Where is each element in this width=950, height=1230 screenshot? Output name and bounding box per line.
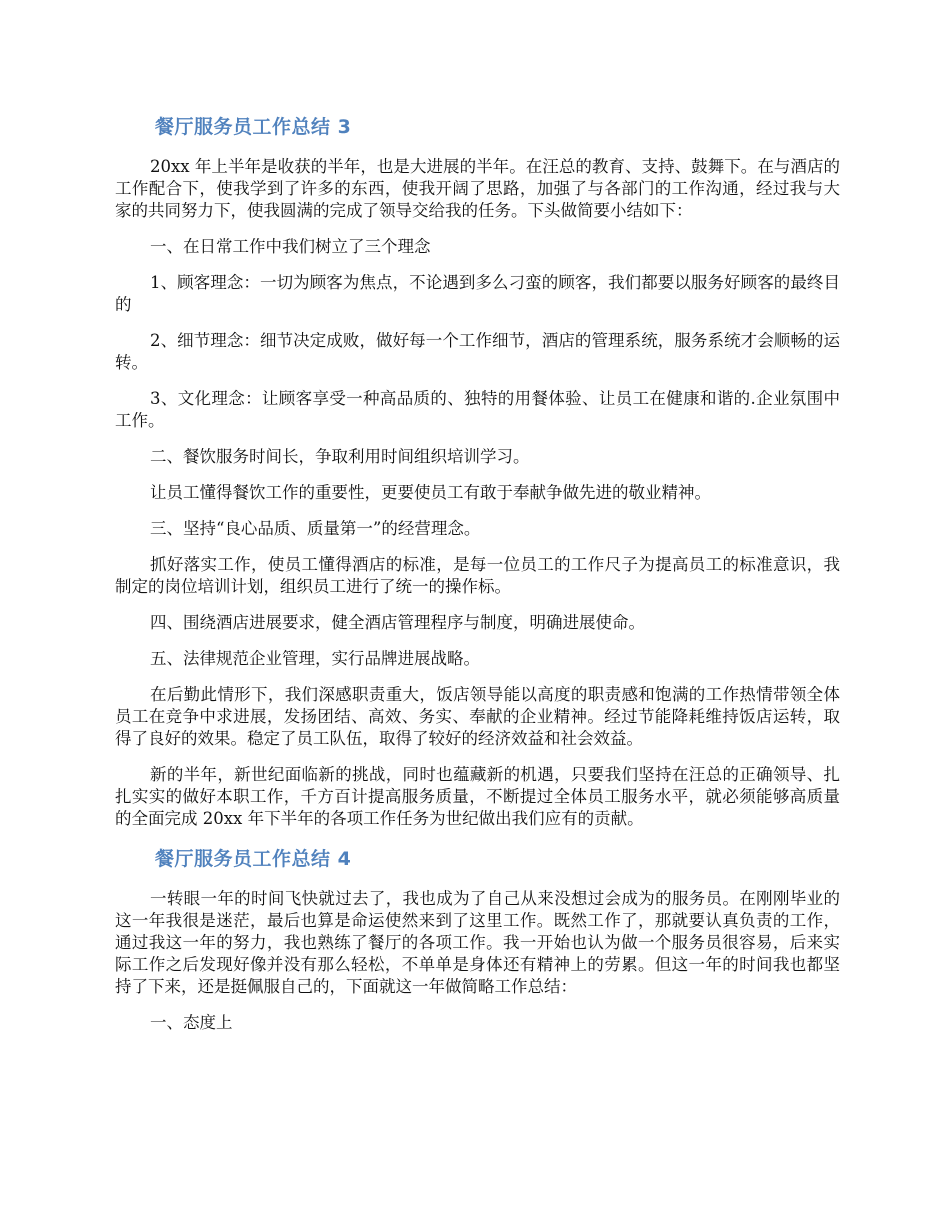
- section-4-title: 餐厅服务员工作总结 4: [155, 848, 352, 870]
- section-3-point-2-heading: 二、餐饮服务时间长，争取利用时间组织培训学习。: [150, 447, 530, 466]
- section-3-detail-concept: 2、细节理念：细节决定成败，做好每一个工作细节，酒店的管理系统，服务系统才会顺畅的运转。: [115, 331, 840, 372]
- section-3-point-1-heading: 一、在日常工作中我们树立了三个理念: [150, 237, 431, 256]
- document-body: [115, 112, 840, 1048]
- section-3-closing-paragraph: 新的半年，新世纪面临新的挑战，同时也蕴藏新的机遇，只要我们坚持在汪总的正确领导、扎扎实实的做好本职工作，千方百计提高服务质量，不断提过全体员工服务水平，就必须能够高质量的全面完成 20xx 年下半年的各项工作任务为世纪做出我们应有的贡献。: [115, 765, 840, 828]
- section-3-culture-concept: 3、文化理念：让顾客享受一种高品质的、独特的用餐体验、让员工在健康和谐的.企业氛围中工作。: [115, 389, 840, 430]
- section-3-customer-concept: 1、顾客理念：一切为顾客为焦点，不论遇到多么刁蛮的顾客，我们都要以服务好顾客的最终目的: [115, 273, 840, 314]
- section-3-intro-paragraph: 20xx 年上半年是收获的半年，也是大进展的半年。在汪总的教育、支持、鼓舞下。在与酒店的工作配合下，使我学到了许多的东西，使我开阔了思路，加强了与各部门的工作沟通，经过我与大家的共同努力下，使我圆满的完成了领导交给我的任务。下头做简要小结如下：: [115, 157, 840, 220]
- section-3-point-5-heading: 五、法律规范企业管理，实行品牌进展战略。: [150, 649, 480, 668]
- section-3-point-2-body: 让员工懂得餐饮工作的重要性，更要使员工有敢于奉献争做先进的敬业精神。: [150, 483, 711, 502]
- section-3-title: 餐厅服务员工作总结 3: [155, 116, 352, 138]
- section-4-point-1-heading: 一、态度上: [150, 1013, 233, 1032]
- section-3-logistics-paragraph: 在后勤此情形下，我们深感职责重大，饭店领导能以高度的职责感和饱满的工作热情带领全体员工在竞争中求进展，发扬团结、高效、务实、奉献的企业精神。经过节能降耗维持饭店运转，取得了良好的效果。稳定了员工队伍，取得了较好的经济效益和社会效益。: [115, 685, 840, 748]
- section-3-point-4-heading: 四、围绕酒店进展要求，健全酒店管理程序与制度，明确进展使命。: [150, 613, 645, 632]
- section-3-point-3-heading: 三、坚持“良心品质、质量第一”的经营理念。: [150, 519, 481, 538]
- section-3-point-3-body: 抓好落实工作，使员工懂得酒店的标准，是每一位员工的工作尺子为提高员工的标准意识，我制定的岗位培训计划，组织员工进行了统一的操作标。: [115, 555, 840, 596]
- section-4-intro-paragraph: 一转眼一年的时间飞快就过去了，我也成为了自己从来没想过会成为的服务员。在刚刚毕业的这一年我很是迷茫，最后也算是命运使然来到了这里工作。既然工作了，那就要认真负责的工作，通过我这一年的努力，我也熟练了餐厅的各项工作。我一开始也认为做一个服务员很容易，后来实际工作之后发现好像并没有那么轻松，不单单是身体还有精神上的劳累。但这一年的时间我也都坚持了下来，还是挺佩服自己的，下面就这一年做简略工作总结：: [115, 889, 840, 996]
